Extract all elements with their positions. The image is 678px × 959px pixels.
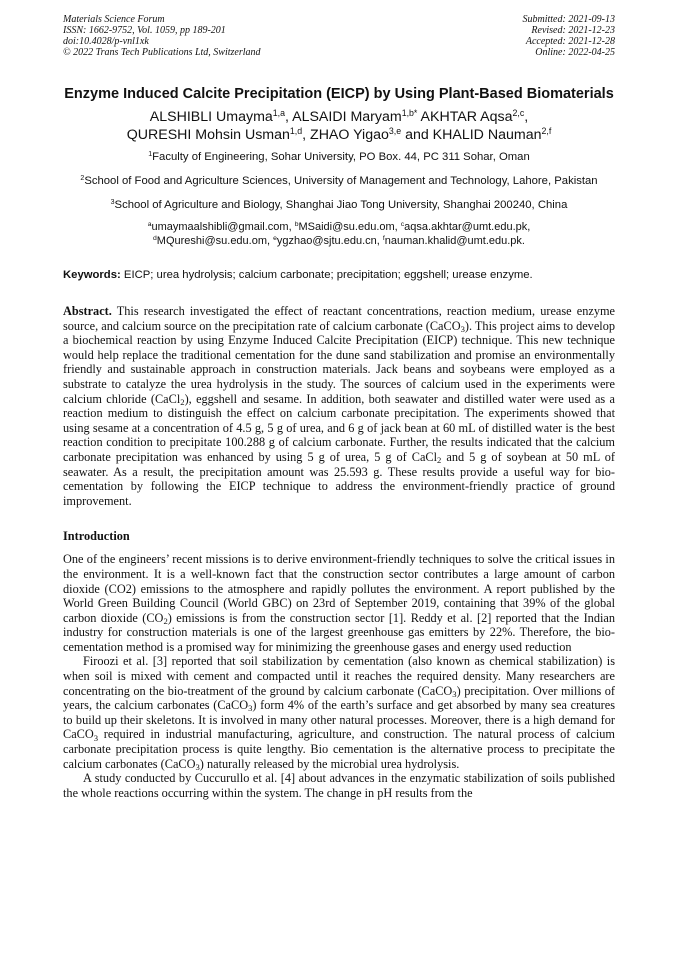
author-name: and KHALID Nauman: [401, 127, 542, 143]
email-link[interactable]: MSaidi@su.edu.om,: [298, 221, 401, 233]
author-affiliation-mark: 1,b*: [401, 108, 418, 119]
abstract-text: ). This project aims to develop a biochemical reaction by using Enzyme Induced Calcite Precipitation (EICP) technique. This new technique would help replace the traditional cementation for the dune sand stabilization and promise an environmentally friendly and sustainable approach in construction materials. Jack beans and soybeans were employed as a substrate to catalyze the urea hydrolysis in the study. The sources of calcium used in the experiments were calcium chloride (CaCl: [63, 318, 615, 406]
email-link[interactable]: umaymaalshibli@gmail.com,: [151, 221, 295, 233]
paper-title: Enzyme Induced Calcite Precipitation (EICP) by Using Plant-Based Biomaterials: [64, 86, 614, 102]
affiliation-number: 2: [80, 175, 85, 183]
email-mark: d: [153, 235, 157, 243]
email-link[interactable]: ygzhao@sjtu.edu.cn,: [276, 235, 383, 247]
email-mark: b: [294, 221, 299, 229]
author-affiliation-mark: 1,a: [272, 108, 286, 119]
header-right: [523, 14, 616, 58]
intro-paragraph-1: [63, 552, 615, 654]
submitted-date: Submitted: 2021-09-13: [522, 14, 615, 25]
affiliation-number: 1: [148, 151, 153, 159]
subscript: 3: [248, 703, 253, 714]
revised-date: Revised: 2021-12-23: [531, 25, 615, 36]
email-link[interactable]: MQureshi@su.edu.om,: [156, 235, 274, 247]
paragraph-text: ) naturally released by the microbial urea hydrolysis.: [199, 756, 460, 771]
copyright-line: © 2022 Trans Tech Publications Ltd, Switzerland: [63, 47, 261, 58]
paragraph-text: ) emissions is from the construction sector [1]. Reddy et al. [2] reported that the Indian industry for construction materials is one of the largest greenhouse gas emitters by 22%. Therefore, the bio-cementation method is a promised way for minimizing the greenhouse gases and energy used reduction: [63, 610, 615, 654]
abstract: [63, 304, 615, 508]
paper-page: [63, 14, 615, 800]
accepted-date: Accepted: 2021-12-28: [525, 36, 615, 47]
email-mark: a: [147, 221, 152, 229]
online-date: Online: 2022-04-25: [535, 47, 615, 58]
author-name: AKHTAR Aqsa: [417, 109, 513, 125]
affiliation-1: [63, 150, 615, 164]
subscript: 3: [460, 323, 465, 334]
keywords: [63, 268, 615, 282]
subscript: 2: [180, 396, 185, 407]
section-heading-introduction: Introduction: [63, 529, 130, 544]
paragraph-text: Firoozi et al. [3] reported that soil stabilization by cementation (also known as chemical stabilization) is when soil is mixed with cement and compacted until it reaches the required density. Many researchers are concentrating on the bio-treatment of the ground by calcium carbonate (CaCO: [63, 654, 615, 698]
email-link[interactable]: aqsa.akhtar@umt.edu.pk,: [404, 221, 531, 233]
subscript: 3: [195, 761, 200, 772]
affiliation-2: [63, 174, 615, 188]
author-affiliation-mark: 2,f: [541, 126, 552, 137]
abstract-label: Abstract.: [63, 304, 112, 318]
subscript: 2: [163, 615, 168, 626]
email-link[interactable]: nauman.khalid@umt.edu.pk.: [384, 235, 525, 247]
header-left: [63, 14, 261, 58]
affiliation-3: [63, 198, 615, 212]
intro-paragraph-2: [63, 654, 615, 771]
author-affiliation-mark: 2,c: [512, 108, 525, 119]
author-name: QURESHI Mohsin Usman: [126, 127, 290, 143]
journal-header: [63, 14, 615, 58]
author-name: , ALSAIDI Maryam: [285, 109, 402, 125]
email-mark: f: [382, 235, 385, 243]
author-affiliation-mark: 1,d: [289, 126, 303, 137]
affiliation-text: School of Food and Agriculture Sciences, University of Management and Technology, Lahore, Pakistan: [84, 175, 598, 187]
abstract-text: and 5 g of soybean at 50 mL of seawater. As a result, the precipitation amount was 25.593 g. These results provide a useful way for bio-cementation by following the EICP technique to address the environment-friendly practice of ground improvement.: [63, 449, 616, 508]
paragraph-text: ) form 4% of the earth’s surface and get absorbed by many sea creatures to build up their skeletons. It is involved in many other natural processes. Moreover, there is a high demand for CaCO: [63, 698, 615, 742]
email-mark: c: [400, 221, 405, 229]
abstract-text: This research investigated the effect of reactant concentrations, reaction medium, urease enzyme source, and calcium source on the precipitation rate of calcium carbonate (CaCO: [63, 304, 615, 333]
subscript: 3: [452, 688, 457, 699]
abstract-text: ), eggshell and sesame. In addition, both seawater and distilled water were used as a reaction medium to distinguish the effect on calcium carbonate precipitation. The experiments showed that using sesame at a concentration of 4.5 g, 5 g of urea, and 6 g of jack bean at 60 mL of distilled water is the best reaction condition to precipitate 100.288 g of calcium carbonate. Further, the results indicated that the calcium carbonate precipitation was enhanced by using 5 g of urea, 5 g of CaCl: [63, 391, 615, 464]
keywords-text: EICP; urea hydrolysis; calcium carbonate; precipitation; eggshell; urease enzyme.: [120, 269, 533, 281]
subscript: 3: [93, 732, 99, 743]
author-list: [63, 108, 615, 144]
author-separator: ,: [524, 109, 529, 125]
paragraph-text: ) precipitation. Over millions of years, the calcium carbonates (CaCO: [63, 683, 616, 713]
intro-paragraph-3: A study conducted by Cuccurullo et al. [4] about advances in the enzymatic stabilization of soils published the whole reactions occurring within the system. The change in pH results from the: [63, 771, 615, 800]
paragraph-text: required in industrial manufacturing, agriculture, and construction. The natural process of calcium carbonate precipitation process is quite lengthy. Bio cementation is the alternative process to precipitate the calcium carbonates (CaCO: [63, 727, 615, 771]
paragraph-text: One of the engineers’ recent missions is to derive environment-friendly techniques to solve the critical issues in the environment. It is a well-known fact that the construction sector contributes a large amount of carbon dioxide (CO2) emissions to the atmosphere and rapidly pollutes the environment. A report published by the World Green Building Council (World GBC) on 23rd of September 2019, containing that 39% of the global carbon dioxide (CO: [63, 552, 615, 625]
journal-name: Materials Science Forum: [63, 14, 165, 25]
affiliation-text: Faculty of Engineering, Sohar University, PO Box. 44, PC 311 Sohar, Oman: [152, 151, 530, 163]
author-affiliation-mark: 3,e: [388, 126, 402, 137]
subscript: 2: [437, 455, 442, 466]
keywords-label: Keywords:: [63, 269, 121, 281]
email-mark: e: [273, 235, 277, 243]
issn-line: ISSN: 1662-9752, Vol. 1059, pp 189-201: [63, 25, 226, 36]
author-name: ALSHIBLI Umayma: [149, 109, 273, 125]
affiliation-number: 3: [110, 199, 115, 207]
doi-line[interactable]: doi:10.4028/p-vnl1xk: [63, 36, 149, 47]
author-name: , ZHAO Yigao: [302, 127, 389, 143]
affiliation-text: School of Agriculture and Biology, Shanghai Jiao Tong University, Shanghai 200240, China: [114, 199, 568, 211]
author-emails: [63, 220, 615, 248]
